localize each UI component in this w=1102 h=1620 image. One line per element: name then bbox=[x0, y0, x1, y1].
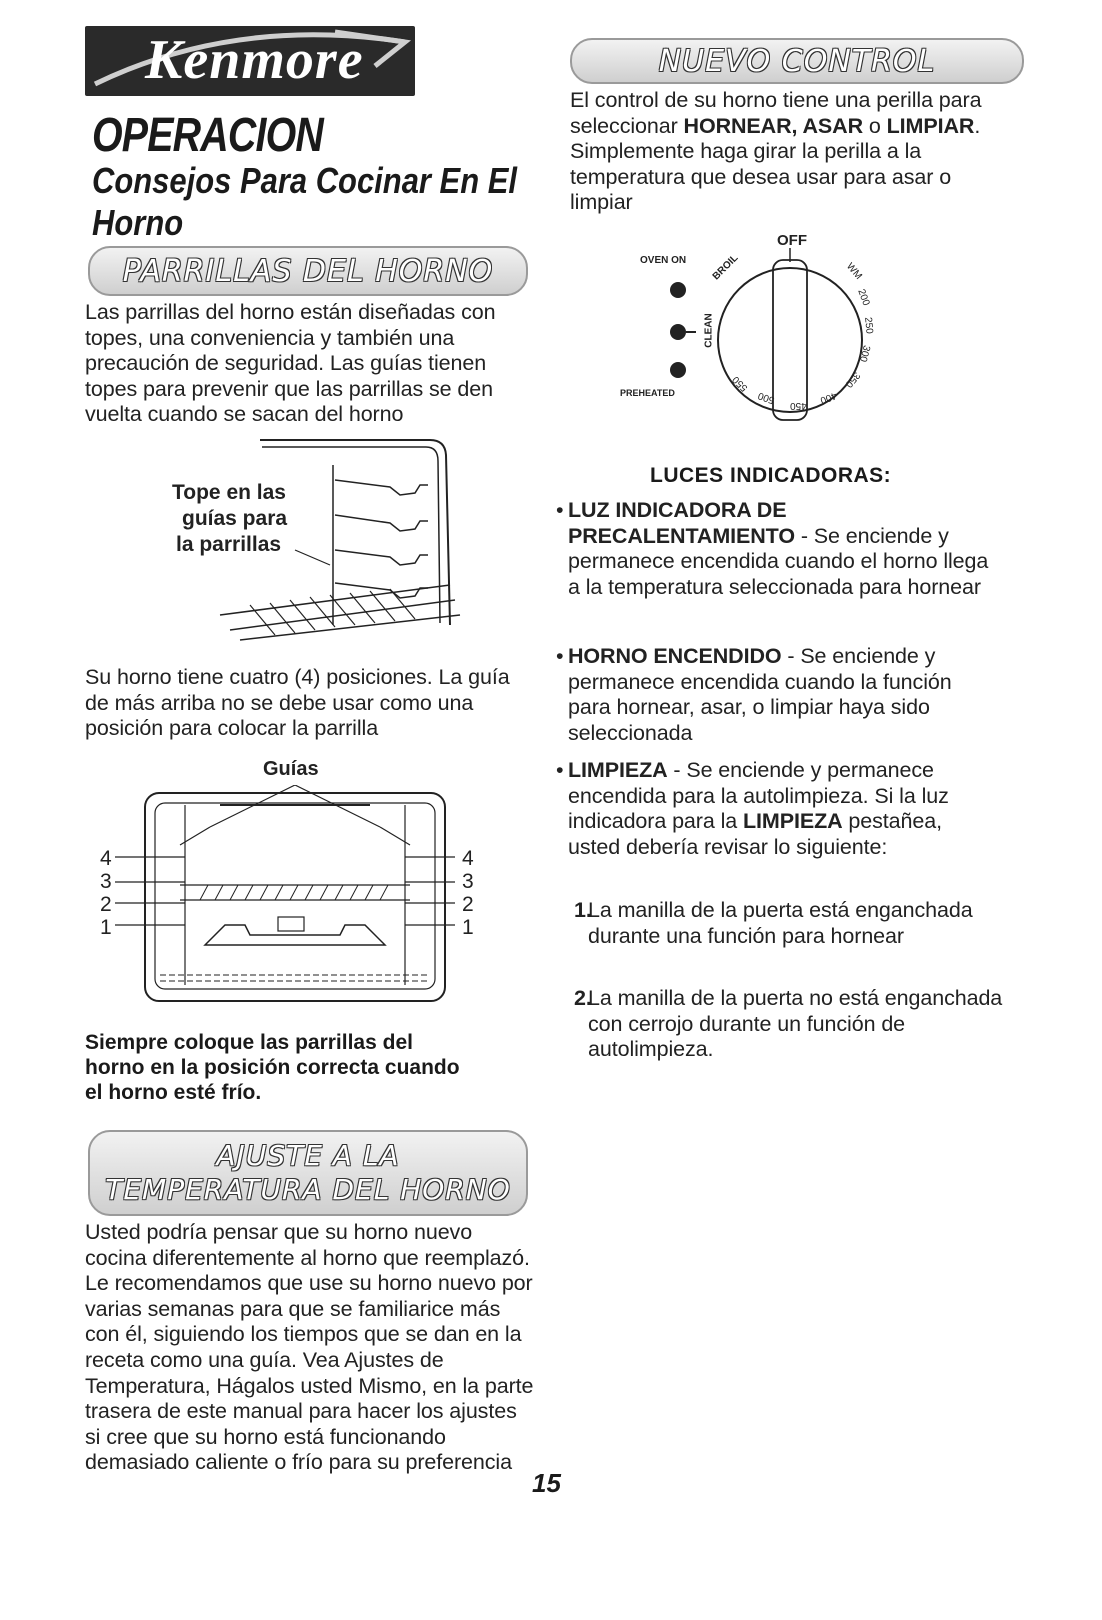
kenmore-logo bbox=[85, 26, 415, 96]
indicator-item-clean: • LIMPIEZA - Se enciende y permanece encendida para la autolimpieza. Si la luz indicadora para la LIMPIEZA pestañea, usted debería revisar lo siguiente: bbox=[556, 758, 949, 859]
indicator-item-oven-on: • HORNO ENCENDIDO - Se enciende y permanece encendida cuando la función para hornear, asar, o limpiar haya sido seleccionada bbox=[556, 644, 952, 745]
rack-caption: Siempre coloque las parrillas del horno en la posición correcta cuando el horno esté frío. bbox=[85, 1031, 460, 1104]
rack-positions-text: Su horno tiene cuatro (4) posiciones. La guía de más arriba no se debe usar como una posición para colocar la parrilla bbox=[85, 665, 510, 741]
control-knob[interactable] bbox=[640, 240, 920, 440]
adjust-banner: AJUSTE A LA TEMPERATURA DEL HORNO bbox=[88, 1130, 528, 1216]
check-item-2: 2. La manilla de la puerta no está enganchada con cerrojo durante un función de autolimpieza. bbox=[574, 986, 1003, 1062]
oven-rack-diagram bbox=[100, 785, 490, 1010]
control-banner: NUEVO CONTROL bbox=[570, 38, 1024, 84]
indicator-item-preheat: • LUZ INDICADORA DE PRECALENTAMIENTO - Se enciende y permanece encendida cuando el horno llega a la temperatura seleccionada para hornear bbox=[556, 498, 989, 599]
page-title: OPERACION bbox=[92, 109, 323, 162]
page-number: 15 bbox=[532, 1468, 561, 1498]
rack-positions-left: 4 3 2 1 bbox=[100, 847, 112, 939]
broil-label: BROIL bbox=[710, 252, 741, 283]
racks-intro: Las parrillas del horno están diseñadas con topes, una conveniencia y también una precaución de seguridad. Las guías tienen topes para prevenir que las parrillas se den vuelta cuando se sacan del horno bbox=[85, 300, 496, 427]
indicators-heading: LUCES INDICADORAS: bbox=[650, 464, 892, 487]
preheated-light bbox=[670, 362, 686, 378]
control-text: El control de su horno tiene una perilla para seleccionar HORNEAR, ASAR o LIMPIAR. Simplemente haga girar la perilla a la temperatura que desea usar para asar o limpiar bbox=[570, 88, 982, 215]
rack-stops-diagram bbox=[150, 435, 480, 650]
preheated-label: PREHEATED bbox=[620, 388, 675, 398]
rack-stop-label: Tope en las guías para la parrillas bbox=[172, 481, 288, 556]
guides-label: Guías bbox=[263, 758, 319, 780]
oven-on-light bbox=[670, 282, 686, 298]
clean-light bbox=[670, 324, 686, 340]
rack-positions-right: 4 3 2 1 bbox=[462, 847, 474, 939]
page-subtitle: Consejos Para Cocinar En El Horno bbox=[92, 160, 517, 243]
off-label: OFF bbox=[777, 232, 807, 249]
logo-text: Kenmore bbox=[145, 29, 364, 91]
control-knob-diagram: OVEN ON OFF BROIL CLEAN PREHEATED WM 200 250 300 350 400 450 500 550 bbox=[640, 240, 920, 440]
oven-on-label: OVEN ON bbox=[640, 255, 687, 266]
oven-rack-illustration bbox=[100, 785, 490, 1010]
adjust-text: Usted podría pensar que su horno nuevo cocina diferentemente al horno que reemplazó. Le recomendamos que use su horno nuevo por varias semanas para que se familiarice más con él, siguiendo los tiempos que se dan en la receta como una guía. Vea Ajustes de Temperatura, Hágalos usted Mismo, en la parte trasera de este manual para hacer los ajustes si cree que su horno está funcionando demasiado caliente o frío para su preferencia bbox=[85, 1220, 534, 1475]
clean-label: CLEAN bbox=[703, 313, 715, 348]
check-item-1: 1. La manilla de la puerta está enganchada durante una función para hornear bbox=[574, 898, 973, 948]
racks-banner: PARRILLAS DEL HORNO bbox=[88, 246, 528, 296]
